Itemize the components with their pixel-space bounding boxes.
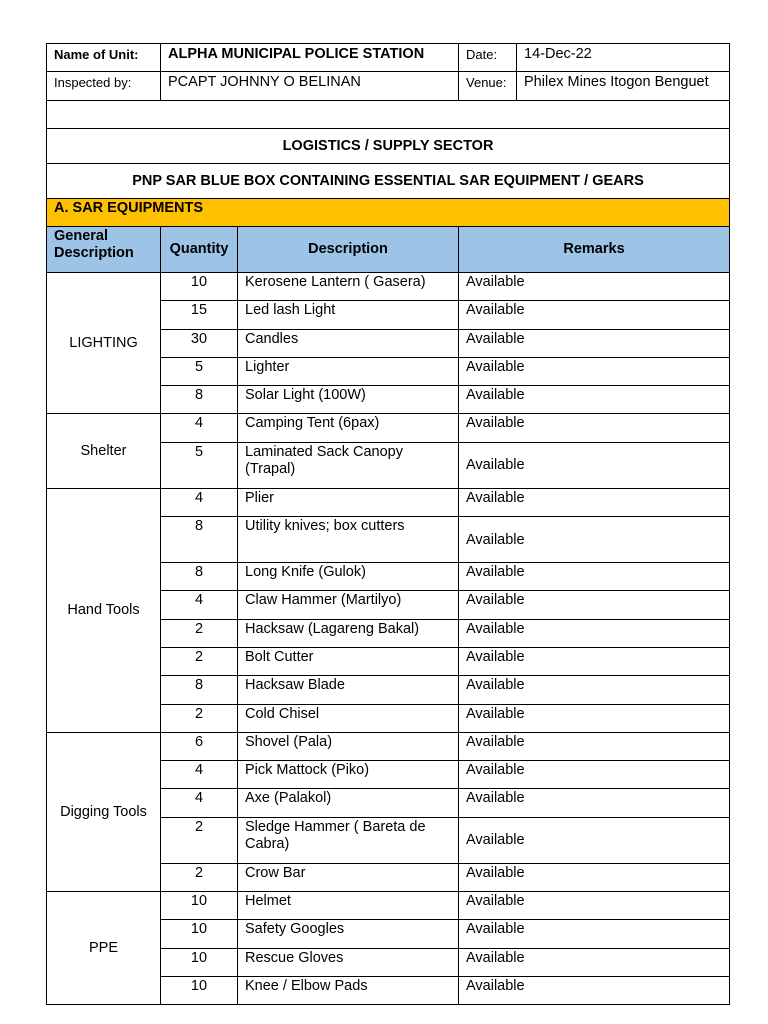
column-header-row	[47, 227, 730, 273]
quantity-cell: 8	[161, 386, 238, 414]
remarks-cell: Available	[459, 591, 730, 619]
remarks-cell: Available	[459, 329, 730, 357]
quantity-cell: 4	[161, 414, 238, 442]
remarks-cell: Available	[459, 761, 730, 789]
description-cell: Crow Bar	[238, 863, 459, 891]
description-cell: Candles	[238, 329, 459, 357]
quantity-cell: 2	[161, 704, 238, 732]
inspected-row	[47, 72, 730, 101]
blank-cell	[47, 101, 730, 129]
table-row	[47, 488, 730, 516]
quantity-cell: 4	[161, 761, 238, 789]
blank-row	[47, 101, 730, 129]
remarks-cell: Available	[459, 863, 730, 891]
remarks-cell: Available	[459, 647, 730, 675]
quantity-cell: 2	[161, 619, 238, 647]
table-row	[47, 414, 730, 442]
remarks-cell: Available	[459, 414, 730, 442]
quantity-cell: 10	[161, 976, 238, 1004]
quantity-cell: 30	[161, 329, 238, 357]
table-row	[47, 732, 730, 760]
remarks-cell: Available	[459, 789, 730, 817]
description-cell: Knee / Elbow Pads	[238, 976, 459, 1004]
category-cell: LIGHTING	[47, 273, 161, 414]
description-cell: Pick Mattock (Piko)	[238, 761, 459, 789]
sector-title: LOGISTICS / SUPPLY SECTOR	[47, 129, 730, 164]
category-cell: Digging Tools	[47, 732, 161, 891]
quantity-cell: 15	[161, 301, 238, 329]
description-cell: Safety Googles	[238, 920, 459, 948]
description-cell: Cold Chisel	[238, 704, 459, 732]
inspected-label: Inspected by:	[47, 72, 161, 101]
remarks-cell: Available	[459, 892, 730, 920]
remarks-cell: Available	[459, 920, 730, 948]
quantity-cell: 2	[161, 863, 238, 891]
sector-row	[47, 129, 730, 164]
inspected-value: PCAPT JOHNNY O BELINAN	[161, 72, 459, 101]
venue-label: Venue:	[459, 72, 517, 101]
table-row	[47, 892, 730, 920]
box-title: PNP SAR BLUE BOX CONTAINING ESSENTIAL SAR EQUIPMENT / GEARS	[47, 164, 730, 199]
description-cell: Rescue Gloves	[238, 948, 459, 976]
description-cell: Led lash Light	[238, 301, 459, 329]
remarks-cell: Available	[459, 619, 730, 647]
quantity-cell: 10	[161, 892, 238, 920]
remarks-cell: Available	[459, 563, 730, 591]
quantity-cell: 4	[161, 789, 238, 817]
quantity-cell: 8	[161, 676, 238, 704]
quantity-cell: 10	[161, 273, 238, 301]
remarks-cell: Available	[459, 357, 730, 385]
quantity-cell: 8	[161, 517, 238, 563]
col-quantity: Quantity	[161, 227, 238, 273]
remarks-cell: Available	[459, 976, 730, 1004]
section-a-row	[47, 199, 730, 227]
quantity-cell: 10	[161, 948, 238, 976]
col-remarks: Remarks	[459, 227, 730, 273]
description-cell: Laminated Sack Canopy (Trapal)	[238, 442, 459, 488]
description-cell: Claw Hammer (Martilyo)	[238, 591, 459, 619]
remarks-cell: Available	[459, 704, 730, 732]
quantity-cell: 10	[161, 920, 238, 948]
remarks-cell: Available	[459, 442, 730, 488]
quantity-cell: 2	[161, 817, 238, 863]
col-description: Description	[238, 227, 459, 273]
remarks-cell: Available	[459, 732, 730, 760]
category-cell: Hand Tools	[47, 488, 161, 732]
category-cell: Shelter	[47, 414, 161, 488]
description-cell: Helmet	[238, 892, 459, 920]
remarks-cell: Available	[459, 676, 730, 704]
section-a-title: A. SAR EQUIPMENTS	[47, 199, 730, 227]
table-row	[47, 273, 730, 301]
description-cell: Axe (Palakol)	[238, 789, 459, 817]
quantity-cell: 4	[161, 591, 238, 619]
description-cell: Hacksaw Blade	[238, 676, 459, 704]
date-value: 14-Dec-22	[517, 44, 730, 72]
venue-value: Philex Mines Itogon Benguet	[517, 72, 730, 101]
inventory-table	[46, 43, 730, 1005]
box-title-row	[47, 164, 730, 199]
description-cell: Utility knives; box cutters	[238, 517, 459, 563]
remarks-cell: Available	[459, 488, 730, 516]
unit-label: Name of Unit:	[47, 44, 161, 72]
description-cell: Sledge Hammer ( Bareta de Cabra)	[238, 817, 459, 863]
unit-value: ALPHA MUNICIPAL POLICE STATION	[161, 44, 459, 72]
quantity-cell: 2	[161, 647, 238, 675]
description-cell: Kerosene Lantern ( Gasera)	[238, 273, 459, 301]
remarks-cell: Available	[459, 948, 730, 976]
quantity-cell: 8	[161, 563, 238, 591]
description-cell: Shovel (Pala)	[238, 732, 459, 760]
quantity-cell: 4	[161, 488, 238, 516]
description-cell: Solar Light (100W)	[238, 386, 459, 414]
unit-row	[47, 44, 730, 72]
description-cell: Long Knife (Gulok)	[238, 563, 459, 591]
description-cell: Lighter	[238, 357, 459, 385]
description-cell: Hacksaw (Lagareng Bakal)	[238, 619, 459, 647]
date-label: Date:	[459, 44, 517, 72]
remarks-cell: Available	[459, 301, 730, 329]
description-cell: Plier	[238, 488, 459, 516]
quantity-cell: 6	[161, 732, 238, 760]
remarks-cell: Available	[459, 273, 730, 301]
description-cell: Bolt Cutter	[238, 647, 459, 675]
remarks-cell: Available	[459, 817, 730, 863]
category-cell: PPE	[47, 892, 161, 1005]
quantity-cell: 5	[161, 357, 238, 385]
description-cell: Camping Tent (6pax)	[238, 414, 459, 442]
col-general: General Description	[47, 227, 161, 273]
remarks-cell: Available	[459, 386, 730, 414]
remarks-cell: Available	[459, 517, 730, 563]
quantity-cell: 5	[161, 442, 238, 488]
